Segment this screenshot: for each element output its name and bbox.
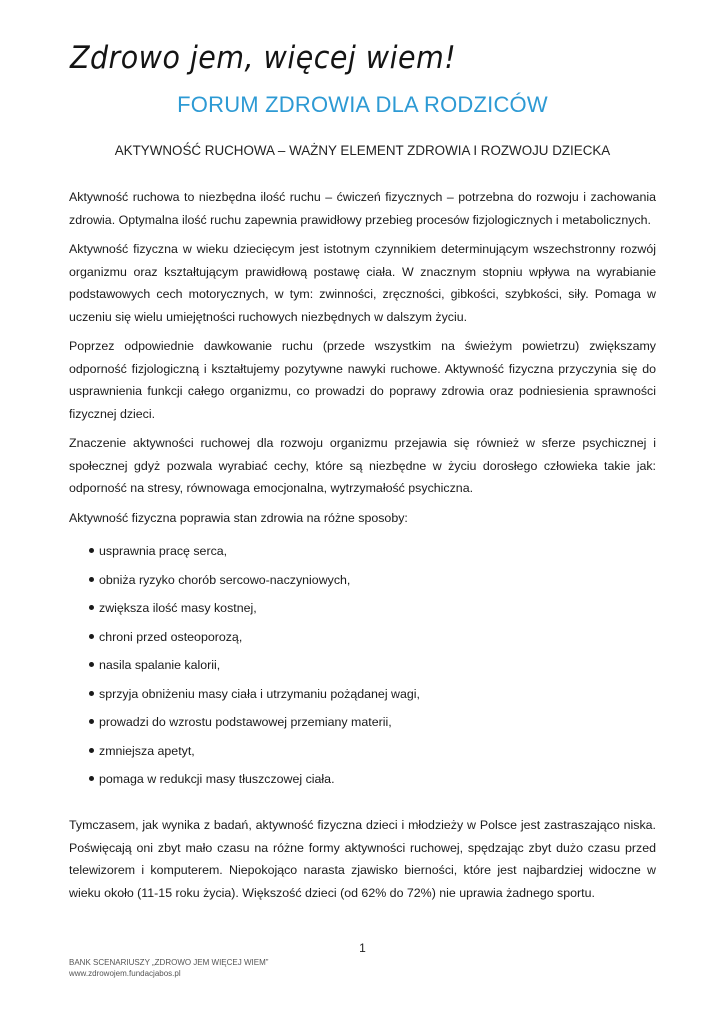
list-item-text: usprawnia pracę serca, xyxy=(99,544,228,558)
footer-url: www.zdrowojem.fundacjabos.pl xyxy=(69,969,181,978)
bullet-icon xyxy=(89,662,94,667)
list-item xyxy=(69,741,656,770)
bullet-icon xyxy=(89,691,94,696)
list-item-text: prowadzi do wzrostu podstawowej przemiany materii, xyxy=(99,715,392,729)
bullet-icon xyxy=(89,548,94,553)
bullet-icon xyxy=(89,748,94,753)
list-item-text: zwiększa ilość masy kostnej, xyxy=(99,601,257,615)
bullet-icon xyxy=(89,719,94,724)
bullet-icon xyxy=(89,776,94,781)
forum-title: FORUM ZDROWIA DLA RODZICÓW xyxy=(177,92,548,117)
list-item-text: chroni przed osteoporozą, xyxy=(99,629,243,644)
list-item xyxy=(69,570,656,599)
list-item-text: pomaga w redukcji masy tłuszczowej ciała. xyxy=(99,772,335,786)
footer xyxy=(69,957,268,979)
list-item xyxy=(69,598,656,627)
benefits-list xyxy=(69,541,656,798)
closing-paragraph: Tymczasem, jak wynika z badań, aktywność fizyczna dzieci i młodzieży w Polsce jest zastraszająco niska. Poświęcają oni zbyt mało czasu na różne formy aktywności ruchowej, spędzając zbyt dużo czasu przed telewizorem i komputerem. Niepokojąco narasta zjawisko bierności, które jest najbardziej widoczne w wieku około (11-15 roku życia). Większość dzieci (od 62% do 72%) nie uprawia żadnego sportu. xyxy=(69,818,656,900)
closing-section xyxy=(69,814,656,904)
article-subtitle: AKTYWNOŚĆ RUCHOWA – WAŻNY ELEMENT ZDROWIA I ROZWOJU DZIECKA xyxy=(114,143,611,158)
list-item xyxy=(69,769,656,798)
bullet-icon xyxy=(89,605,94,610)
list-item-text: obniża ryzyko chorób sercowo-naczyniowych, xyxy=(99,572,351,587)
list-item xyxy=(69,627,656,656)
article-body xyxy=(69,186,656,798)
bullet-icon xyxy=(89,577,94,582)
paragraph: Aktywność ruchowa to niezbędna ilość ruchu – ćwiczeń fizycznych – potrzebna do rozwoju i zachowania zdrowia. Optymalna ilość ruchu zapewnia prawidłowy przebieg procesów fizjologicznych i metabolicznych. xyxy=(69,190,656,227)
logo-handwritten-text: Zdrowo jem, więcej wiem! xyxy=(70,40,457,76)
paragraph: Aktywność fizyczna poprawia stan zdrowia na różne sposoby: xyxy=(69,510,408,525)
footer-title: BANK SCENARIUSZY „ZDROWO JEM WIĘCEJ WIEM” xyxy=(69,958,269,967)
list-item xyxy=(69,655,656,684)
paragraph: Znaczenie aktywności ruchowej dla rozwoju organizmu przejawia się również w sferze psychicznej i społecznej gdyż pozwala wyrabiać cechy, które są niezbędne w życiu dorosłego człowieka takie jak: odporność na stresy, równowaga emocjonalna, wytrzymałość psychiczna. xyxy=(69,436,656,495)
list-item xyxy=(69,712,656,741)
list-item-text: nasila spalanie kalorii, xyxy=(99,658,221,672)
page-number: 1 xyxy=(359,941,366,955)
bullet-icon xyxy=(89,634,94,639)
list-item-text: zmniejsza apetyt, xyxy=(99,743,195,758)
paragraph: Poprzez odpowiednie dawkowanie ruchu (przede wszystkim na świeżym powietrzu) zwiększamy odporność fizjologiczną i kształtujemy pozytywne nawyki ruchowe. Aktywność fizyczna przyczynia się do usprawnienia funkcji całego organizmu, co prowadzi do poprawy zdrowia oraz podniesienia sprawności fizycznej dzieci. xyxy=(69,339,656,421)
list-item xyxy=(69,684,656,713)
list-item-text: sprzyja obniżeniu masy ciała i utrzymaniu pożądanej wagi, xyxy=(99,686,420,701)
list-item xyxy=(69,541,656,570)
paragraph: Aktywność fizyczna w wieku dziecięcym jest istotnym czynnikiem determinującym wszechstronny rozwój organizmu oraz kształtującym prawidłową postawę ciała. W znacznym stopniu wpływa na wyrabianie podstawowych cech motorycznych, w tym: zwinności, zręczności, gibkości, szybkości, siły. Pomaga w uczeniu się wielu umiejętności ruchowych niezbędnych w dalszym życiu. xyxy=(69,242,656,324)
